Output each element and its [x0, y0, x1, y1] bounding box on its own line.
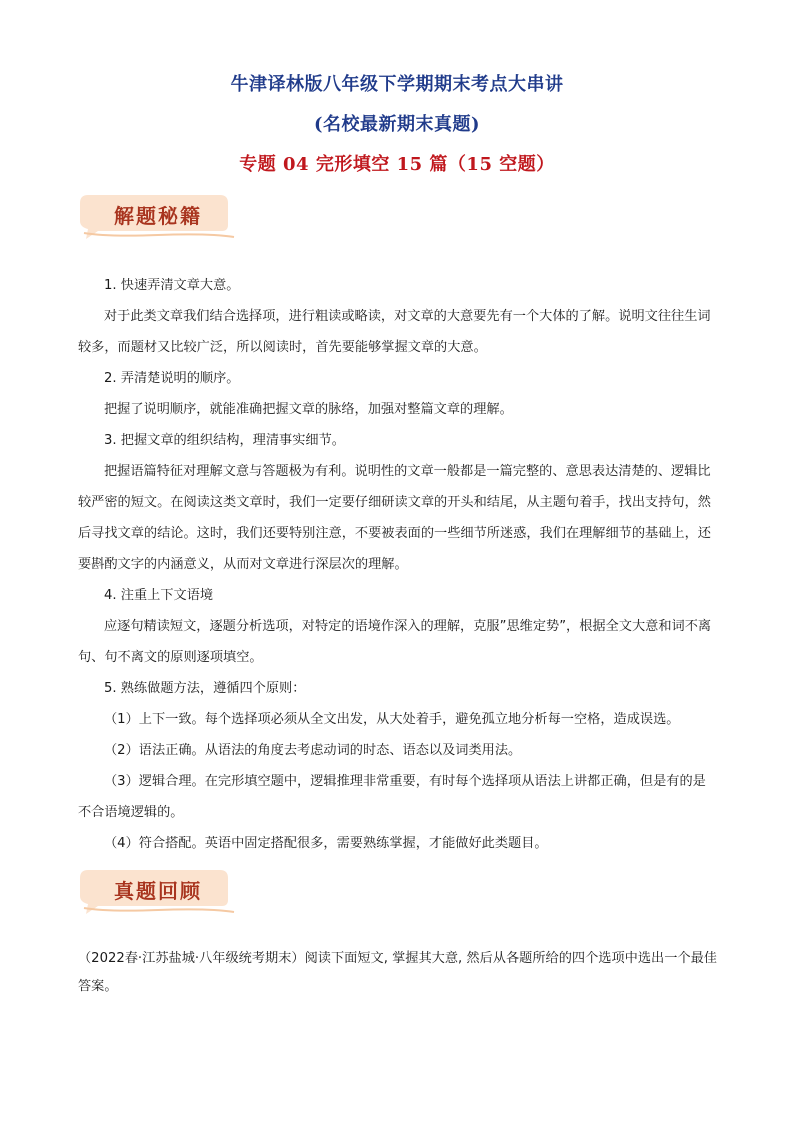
- tip-paragraph: 把握语篇特征对理解文意与答题极为有利。说明性的文章一般都是一篇完整的、意思表达清楚的、逻辑比较严密的短文。在阅读这类文章时，我们一定要仔细研读文章的开头和结尾，从主题句着手，找出支持句，然后寻找文章的结论。这时，我们还要特别注意，不要被表面的一些细节所迷惑，我们在理解细节的基础上，还要斟酌文字的内涵意义，从而对文章进行深层次的理解。: [78, 464, 711, 572]
- tip-heading: 4. 注重上下文语境: [104, 588, 214, 603]
- review-section-banner: [78, 868, 238, 914]
- tip-heading: 2. 弄清楚说明的顺序。: [104, 371, 240, 386]
- document-subtitle: (名校最新期末真题): [313, 114, 481, 135]
- tip-principle: （4）符合搭配。英语中固定搭配很多，需要熟练掌握，才能做好此类题目。: [104, 836, 548, 851]
- tip-heading: 3. 把握文章的组织结构，理清事实细节。: [104, 433, 345, 448]
- tip-principle: （2）语法正确。从语法的角度去考虑动词的时态、语态以及词类用法。: [104, 743, 522, 758]
- tip-heading: 1. 快速弄清文章大意。: [104, 278, 240, 293]
- review-intro: （2022春·江苏盐城·八年级统考期末）阅读下面短文, 掌握其大意, 然后从各题所给的四个选项中选出一个最佳答案。: [78, 951, 717, 994]
- tip-principle: （3）逻辑合理。在完形填空题中，逻辑推理非常重要，有时每个选择项从语法上讲都正确，但是有的是不合语境逻辑的。: [78, 774, 706, 820]
- review-section-label: 真题回顾: [114, 879, 202, 903]
- tips-section-banner: [78, 193, 238, 239]
- tip-paragraph: 把握了说明顺序，就能准确把握文章的脉络，加强对整篇文章的理解。: [104, 402, 513, 417]
- tip-heading: 5. 熟练做题方法，遵循四个原则：: [104, 681, 306, 696]
- tip-paragraph: 对于此类文章我们结合选择项，进行粗读或略读，对文章的大意要先有一个大体的了解。说明文往往生词较多，而题材又比较广泛，所以阅读时，首先要能够掌握文章的大意。: [78, 309, 711, 355]
- tips-section-label: 解题秘籍: [114, 204, 202, 228]
- document-title: 牛津译林版八年级下学期期末考点大串讲: [230, 74, 564, 95]
- tips-list: [78, 270, 718, 859]
- tip-paragraph: 应逐句精读短文，逐题分析选项，对特定的语境作深入的理解，克服”思维定势”，根据全文大意和词不离句、句不离文的原则逐项填空。: [78, 619, 712, 665]
- topic-title: 专题 04 完形填空 15 篇（15 空题）: [239, 154, 555, 175]
- tip-principle: （1）上下一致。每个选择项必须从全文出发，从大处着手，避免孤立地分析每一空格，造成误选。: [104, 712, 680, 727]
